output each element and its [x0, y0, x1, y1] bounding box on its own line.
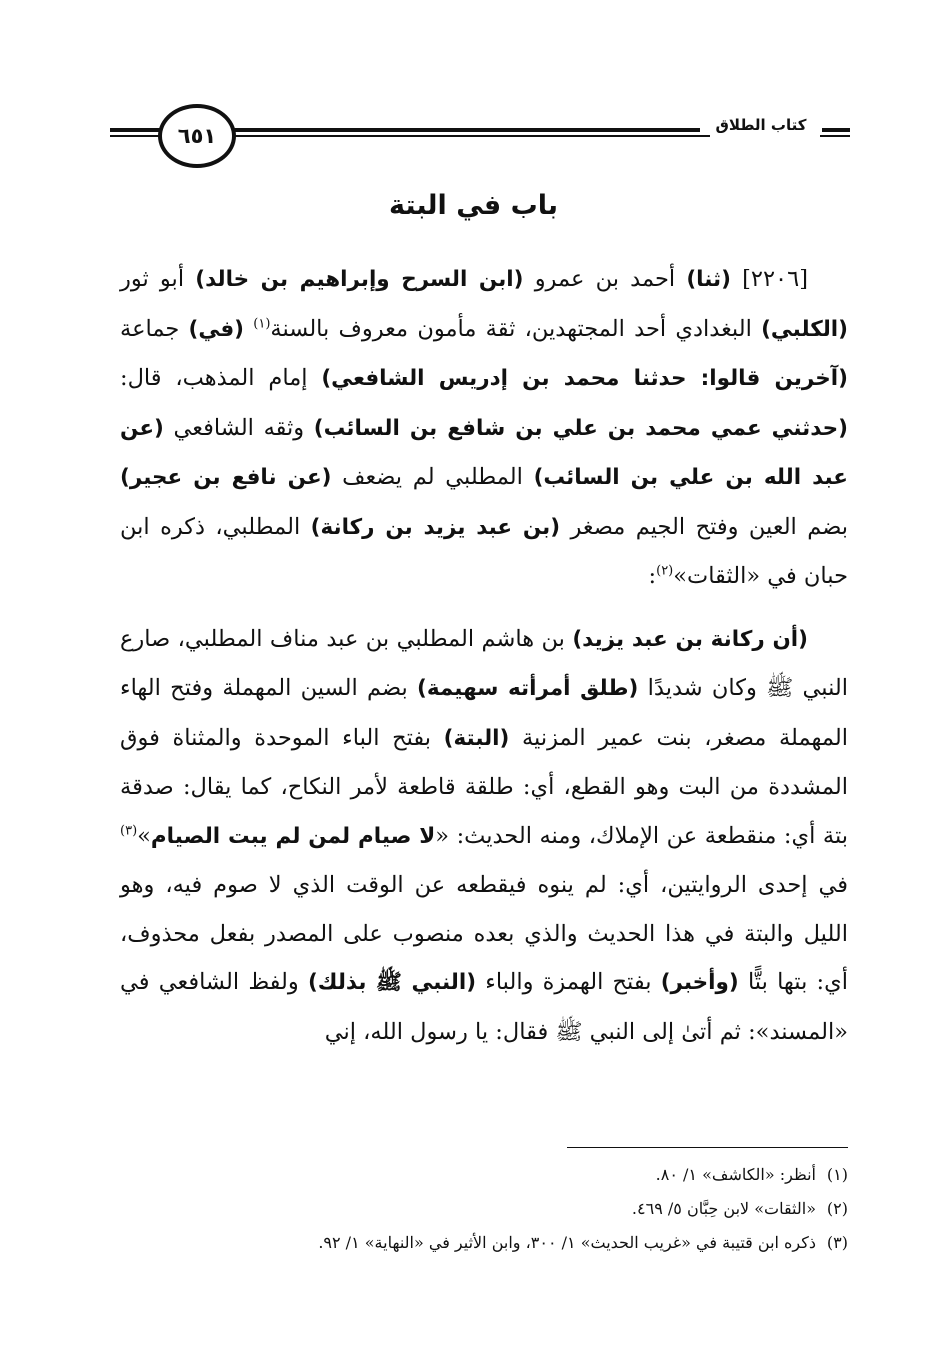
- footnote-3: [120, 1226, 848, 1260]
- commentary-text: بفتح الباء الموحدة والمثناة فوق المشددة من البت وهو القطع، أي: طلقة قاطعة لأمر النكاح، كما يقال: صدقة بتة أي: منقطعة عن الإملاك، ومنه الحديث: «: [120, 724, 848, 849]
- footnote-text: ذكره ابن قتيبة في «غريب الحديث» ١/ ٣٠٠، وابن الأثير في «النهاية» ١/ ٩٢.: [318, 1233, 816, 1252]
- commentary-text: في إحدى الروايتين، أي: لم ينوه فيقطعه عن الوقت الذي لا صوم فيه، وهو الليل والبتة في هذا الحديث والذي بعده منصوب على المصدر بفعل محذوف، أي: بتها بتًّا: [120, 872, 848, 995]
- commentary-text: أحمد بن عمرو: [523, 266, 687, 292]
- commentary-text: بن هاشم المطلبي بن عبد مناف المطلبي، صارع النبي ﷺ وكان شديدًا: [120, 625, 848, 701]
- matn-text: (أن ركانة بن عبد يزيد): [572, 626, 808, 652]
- footnote-number: (١): [826, 1165, 848, 1184]
- commentary-text: المطلبي، ذكره ابن حبان في «الثقات»: [120, 513, 848, 589]
- commentary-text: وثقه الشافعي: [163, 414, 314, 441]
- matn-text: (طلق أمرأته سهيمة): [417, 676, 639, 701]
- matn-text: (ابن السرح وإبراهيم بن خالد): [195, 267, 524, 292]
- commentary-text: أبو ثور: [120, 266, 196, 292]
- matn-text: (حدثني عمي محمد بن علي بن شافع بن السائب): [313, 415, 848, 441]
- page-number-text: ٦٥١: [177, 124, 217, 148]
- footnote-separator: [567, 1147, 848, 1148]
- matn-text: (البتة): [443, 725, 510, 751]
- main-text: [120, 255, 848, 1056]
- matn-text: (الكلبي): [761, 316, 848, 342]
- commentary-text: جماعة: [120, 315, 189, 342]
- header-rule-thin-right: [820, 135, 850, 137]
- matn-text: (في): [188, 316, 244, 342]
- footnote-ref-3[interactable]: (٣): [120, 823, 138, 838]
- commentary-text: المطلبي لم يضعف: [331, 464, 534, 490]
- page-number: [158, 104, 236, 168]
- footnote-1: [120, 1158, 848, 1192]
- commentary-text: ولفظ الشافعي في «المسند»: ثم أتىٰ إلى النبي ﷺ فقال: يا رسول الله، إني: [120, 969, 848, 1045]
- paragraph-1: [120, 255, 848, 601]
- footnote-number: (٣): [826, 1233, 848, 1252]
- running-title: كتاب الطلاق: [700, 116, 822, 134]
- footnote-text: أنظر: «الكاشف» ١/ ٨٠.: [655, 1165, 816, 1184]
- footnote-ref-2[interactable]: (٢): [656, 563, 674, 579]
- commentary-text: بفتح الهمزة والباء: [476, 969, 661, 995]
- matn-text: (عن عبد الله بن علي بن السائب): [120, 415, 848, 490]
- commentary-text: :: [648, 563, 657, 589]
- matn-text: (النبي ﷺ بذلك): [307, 970, 477, 995]
- paragraph-2: [120, 615, 848, 1057]
- matn-text: (وأخبر): [660, 970, 739, 995]
- footnote-ref-1[interactable]: (١): [253, 316, 271, 331]
- matn-text: (بن عبد يزيد بن ركانة): [310, 514, 561, 540]
- footnote-number: (٢): [826, 1199, 848, 1218]
- hadith-number: [٢٢٠٦]: [730, 266, 808, 292]
- commentary-text: بضم العين وفتح الجيم مصغر: [560, 513, 848, 540]
- matn-text: (آخرين قالوا: حدثنا محمد بن إدريس الشافعي): [321, 366, 848, 391]
- footnote-text: «الثقات» لابن حِبَّان ٥/ ٤٦٩.: [631, 1199, 816, 1218]
- commentary-text: البغدادي أحد المجتهدين، ثقة مأمون معروف بالسنة: [270, 315, 762, 342]
- header-rule-thick-right: [820, 128, 850, 132]
- matn-text: (عن نافع بن عجير): [120, 465, 332, 490]
- footnote-2: [120, 1192, 848, 1226]
- chapter-title: باب في البتة: [388, 190, 558, 221]
- commentary-text: [244, 316, 253, 342]
- commentary-text: »: [137, 822, 151, 849]
- commentary-text: إمام المذهب، قال:: [120, 365, 322, 391]
- commentary-text: بضم السين المهملة وفتح الهاء المهملة مصغر، بنت عمير المزنية: [120, 675, 848, 751]
- footnotes: [120, 1158, 848, 1260]
- quoted-hadith: لا صيام لمن لم يبت الصيام: [150, 823, 436, 849]
- matn-text: (ثنا): [686, 267, 731, 292]
